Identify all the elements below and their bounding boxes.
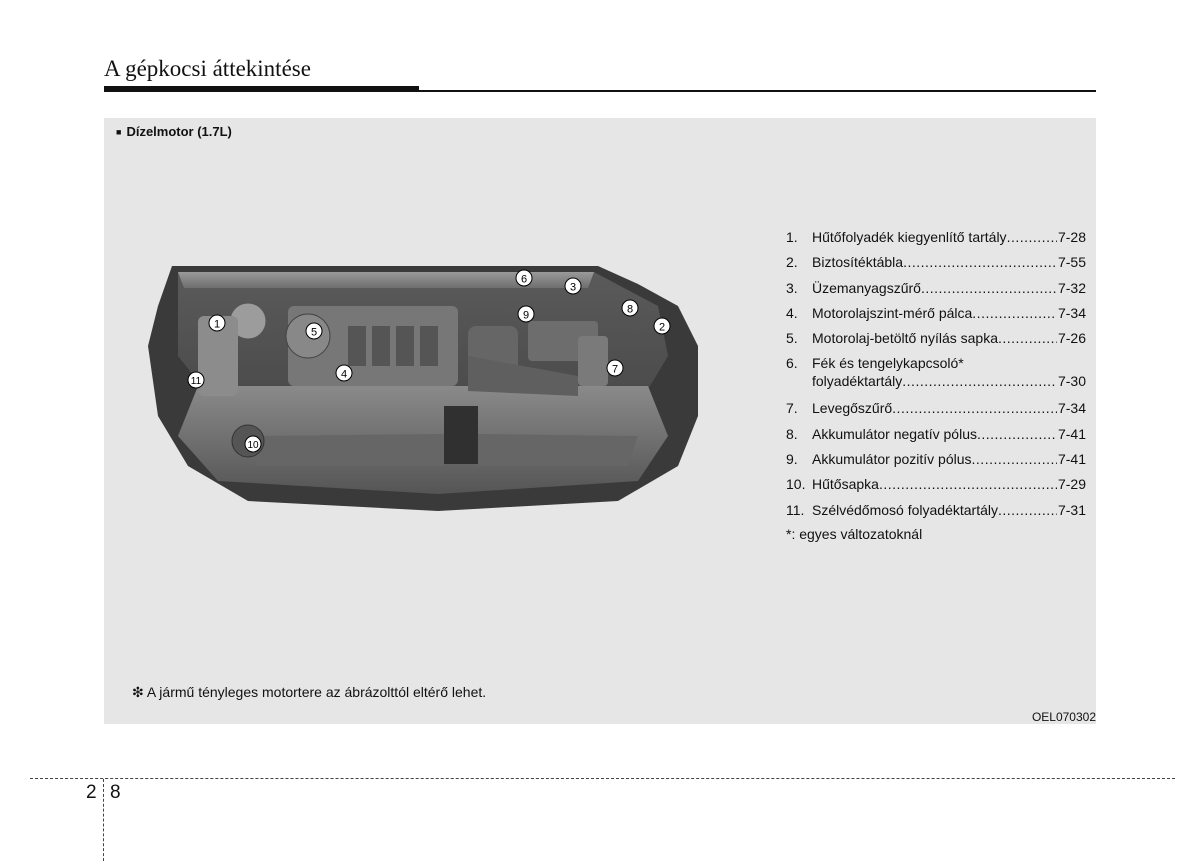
callout-4: [336, 365, 352, 381]
legend-item: [786, 354, 1086, 399]
callout-6: [516, 270, 532, 286]
legend-item: [786, 399, 1086, 424]
legend-item-number: 10.: [786, 476, 806, 493]
legend-item: [786, 475, 1086, 500]
callout-5: [306, 323, 322, 339]
legend-item-number: 8.: [786, 425, 798, 442]
section-bullet: ■: [116, 127, 122, 137]
figure-code: OEL070302: [1031, 710, 1096, 724]
legend-item-page: 7-29: [1057, 476, 1086, 493]
legend-item: [786, 253, 1086, 278]
svg-text:10: 10: [247, 440, 259, 451]
callout-8: [622, 300, 638, 316]
callout-10: [245, 436, 261, 452]
legend-item: [786, 304, 1086, 329]
footer-vertical-divider: [103, 779, 104, 861]
page-chapter-number: 2: [86, 782, 97, 803]
legend-item-number: 1.: [786, 229, 798, 245]
parts-legend: [786, 228, 1086, 542]
legend-item-page: 7-41: [1057, 425, 1086, 442]
legend-item-number: 6.: [786, 355, 798, 372]
engine-bay-illustration: [138, 266, 728, 516]
legend-item-page: 7-32: [1057, 279, 1086, 296]
svg-text:7: 7: [611, 363, 619, 376]
legend-item-page: 7-31: [1057, 501, 1086, 518]
legend-item-number: 7.: [786, 400, 798, 417]
figure-disclaimer: ❇ A jármű tényleges motortere az ábrázolttól eltérő lehet.: [132, 684, 487, 700]
legend-item-label: Szélvédőmosó folyadéktartály: [812, 501, 998, 518]
legend-item: [786, 279, 1086, 304]
legend-item-label: folyadéktartály: [812, 373, 903, 390]
callout-1: [209, 315, 225, 331]
legend-item-page: 7-26: [1057, 330, 1086, 347]
legend-item-number: 9.: [786, 451, 798, 468]
callout-11: [188, 372, 204, 388]
page-header-title: A gépkocsi áttekintése: [104, 56, 311, 81]
legend-item-label: Hűtőfolyadék kiegyenlítő tartály: [812, 229, 1007, 245]
legend-item-number: 4.: [786, 304, 798, 321]
legend-item-label: Levegőszűrő: [812, 400, 893, 417]
legend-item-label: Motorolaj-betöltő nyílás sapka: [812, 330, 998, 347]
legend-note: *: egyes változatoknál: [786, 525, 923, 542]
legend-item-page: 7-41: [1057, 451, 1086, 468]
svg-text:8: 8: [626, 303, 634, 316]
legend-item-number: 5.: [786, 330, 798, 347]
svg-text:9: 9: [522, 309, 530, 322]
legend-item-label: Akkumulátor negatív pólus: [812, 425, 977, 442]
legend-item-number: 11.: [786, 501, 805, 518]
header-rule-thick: [104, 86, 419, 92]
legend-item-page: 7-30: [1057, 373, 1086, 390]
svg-text:3: 3: [569, 281, 577, 294]
legend-item-page: 7-28: [1057, 229, 1086, 245]
legend-item: [786, 425, 1086, 450]
legend-item-number: 3.: [786, 279, 798, 296]
callout-9: [518, 306, 534, 322]
legend-item-page: 7-34: [1057, 304, 1086, 321]
svg-text:5: 5: [310, 326, 318, 339]
legend-item: [786, 228, 1086, 253]
section-title: [116, 124, 232, 139]
footer-divider: [30, 778, 1175, 779]
legend-item-page: 7-55: [1057, 254, 1086, 271]
svg-text:1: 1: [213, 318, 221, 331]
legend-item-label: Üzemanyagszűrő: [812, 279, 921, 296]
legend-item-page: 7-34: [1057, 400, 1086, 417]
legend-item-label: Hűtősapka: [812, 476, 879, 493]
legend-item: [786, 329, 1086, 354]
legend-item: [786, 501, 1086, 526]
callout-2: [654, 318, 670, 334]
section-title-text: Dízelmotor (1.7L): [126, 124, 232, 139]
callout-7: [607, 360, 623, 376]
header-rule-thin: [419, 90, 1096, 92]
callout-3: [565, 278, 581, 294]
svg-text:4: 4: [340, 368, 348, 381]
page-number: 8: [110, 782, 121, 803]
legend-item-label: Akkumulátor pozitív pólus: [812, 451, 972, 468]
legend-item-number: 2.: [786, 254, 798, 271]
legend-item-label: Biztosítéktábla: [812, 254, 904, 271]
svg-text:6: 6: [520, 273, 528, 286]
legend-item-label: Fék és tengelykapcsoló*: [812, 355, 964, 372]
figure-panel: [104, 118, 1096, 724]
svg-text:2: 2: [658, 321, 666, 334]
legend-item: [786, 450, 1086, 475]
legend-item-label: Motorolajszint-mérő pálca: [812, 304, 973, 321]
svg-text:11: 11: [190, 376, 202, 387]
